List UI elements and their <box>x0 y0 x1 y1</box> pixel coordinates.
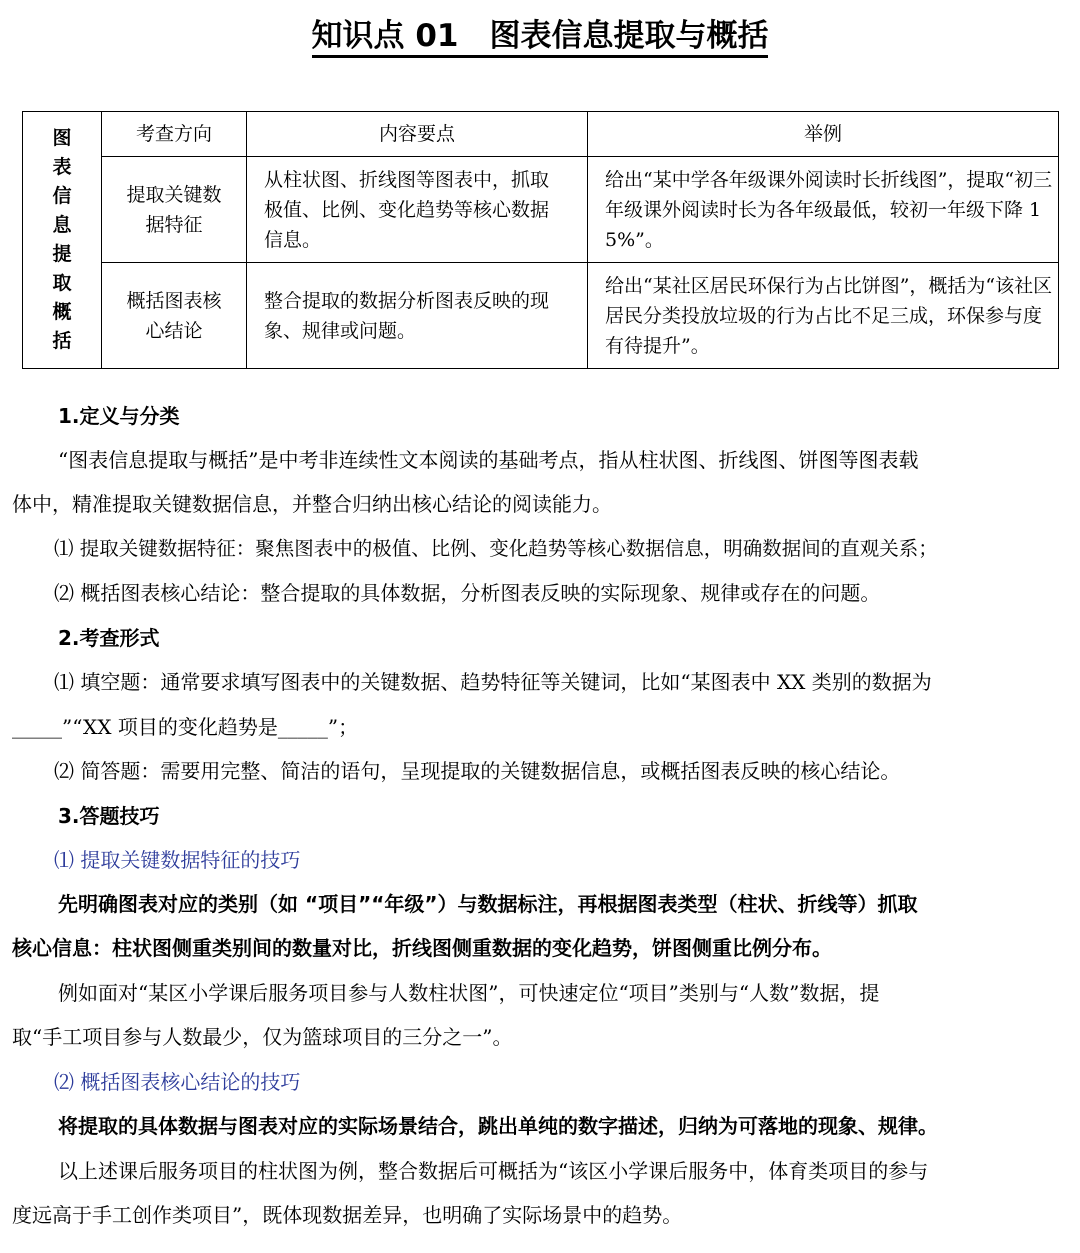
list-item: ⑵ 简答题：需要用完整、简洁的语句，呈现提取的关键数据信息，或概括图表反映的核心结论。 <box>54 759 901 783</box>
table-cell-content: 整合提取的数据分析图表反映的现象、规律或问题。 <box>247 263 588 369</box>
table-cell-content: 从柱状图、折线图等图表中，抓取极值、比例、变化趋势等核心数据信息。 <box>247 157 588 263</box>
bold-line: 将提取的具体数据与图表对应的实际场景结合，跳出单纯的数字描述，归纳为可落地的现象、规律。 <box>58 1114 938 1138</box>
paragraph-line: 以上述课后服务项目的柱状图为例，整合数据后可概括为“该区小学课后服务中，体育类项目的参与 <box>58 1159 929 1183</box>
header-direction: 考查方向 <box>102 112 247 157</box>
section-heading: 3.答题技巧 <box>58 804 160 828</box>
paragraph-line: 度远高于手工创作类项目”，既体现数据差异，也明确了实际场景中的趋势。 <box>12 1203 683 1227</box>
header-example: 举例 <box>588 112 1059 157</box>
paragraph-line: 体中，精准提取关键数据信息，并整合归纳出核心结论的阅读能力。 <box>12 492 612 516</box>
bold-line: 先明确图表对应的类别（如 “项目”“年级”）与数据标注，再根据图表类型（柱状、折线等）抓取 <box>58 892 918 916</box>
section-heading: 2.考查形式 <box>58 626 160 650</box>
bold-line: 核心信息：柱状图侧重类别间的数量对比，折线图侧重数据的变化趋势，饼图侧重比例分布。 <box>12 936 832 960</box>
page-title: 知识点 01 图表信息提取与概括 <box>0 10 1080 55</box>
row-header-cell: 图表信息提取概括 <box>23 112 102 369</box>
table-cell-direction: 提取关键数据特征 <box>102 157 247 263</box>
paragraph-line: _____”“XX 项目的变化趋势是_____”； <box>12 715 359 739</box>
subheading: ⑴ 提取关键数据特征的技巧 <box>54 848 301 872</box>
table-cell-direction: 概括图表核心结论 <box>102 263 247 369</box>
list-item: ⑴ 填空题：通常要求填写图表中的关键数据、趋势特征等关键词，比如“某图表中 XX 类别的数据为 <box>54 670 932 694</box>
list-item: ⑵ 概括图表核心结论：整合提取的具体数据，分析图表反映的实际现象、规律或存在的问题。 <box>54 581 881 605</box>
list-item: ⑴ 提取关键数据特征：聚焦图表中的极值、比例、变化趋势等核心数据信息，明确数据间的直观关系； <box>54 537 938 560</box>
paragraph-line: “图表信息提取与概括”是中考非连续性文本阅读的基础考点，指从柱状图、折线图、饼图等图表载 <box>58 448 919 472</box>
paragraph-line: 例如面对“某区小学课后服务项目参与人数柱状图”，可快速定位“项目”类别与“人数”数据，提 <box>58 981 880 1005</box>
header-content: 内容要点 <box>247 112 588 157</box>
table-cell-example: 给出“某社区居民环保行为占比饼图”，概括为“该社区居民分类投放垃圾的行为占比不足三成，环保参与度有待提升”。 <box>588 263 1059 369</box>
paragraph-line: 取“手工项目参与人数最少，仅为篮球项目的三分之一”。 <box>12 1025 513 1049</box>
section-heading: 1.定义与分类 <box>58 404 180 428</box>
subheading: ⑵ 概括图表核心结论的技巧 <box>54 1070 301 1094</box>
summary-table <box>22 111 1059 369</box>
table-cell-example: 给出“某中学各年级课外阅读时长折线图”，提取“初三年级课外阅读时长为各年级最低，较初一年级下降 15%”。 <box>588 157 1059 263</box>
